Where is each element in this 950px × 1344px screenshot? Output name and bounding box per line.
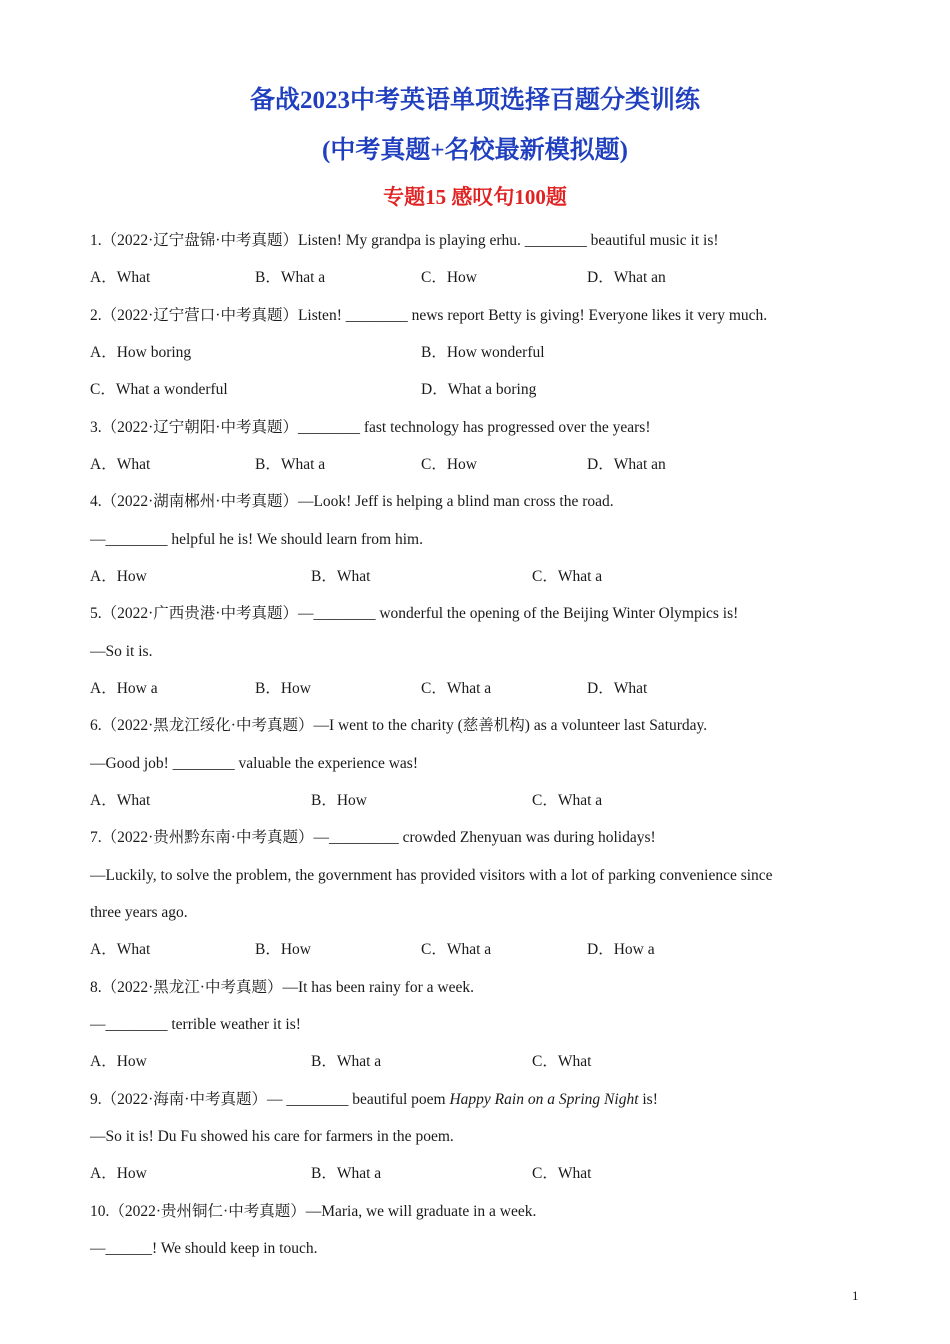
question-2-option-c: C．What a wonderful bbox=[90, 381, 228, 398]
question-6-line-2: —Good job! ________ valuable the experience was! bbox=[90, 755, 418, 772]
question-3-option-c: C．How bbox=[421, 456, 477, 473]
question-3-option-b: B．What a bbox=[255, 456, 326, 473]
question-2-option-d: D．What a boring bbox=[421, 381, 537, 398]
question-7-option-b: B．How bbox=[255, 941, 311, 958]
question-10-stem: 10.（2022·贵州铜仁·中考真题）—Maria, we will graduate in a week. bbox=[90, 1203, 537, 1220]
question-9-option-a: A．How bbox=[90, 1165, 147, 1182]
question-5-line-2: —So it is. bbox=[90, 643, 153, 660]
question-5-stem: 5.（2022·广西贵港·中考真题）—________ wonderful the opening of the Beijing Winter Olympics is! bbox=[90, 605, 739, 622]
question-4-option-a: A．How bbox=[90, 568, 147, 585]
question-2-option-a: A．How boring bbox=[90, 344, 192, 361]
question-6-option-c: C．What a bbox=[532, 792, 603, 809]
question-1-option-a: A．What bbox=[90, 269, 151, 286]
question-9-stem bbox=[90, 1090, 658, 1110]
topic-title: 专题15 感叹句100题 bbox=[383, 185, 567, 209]
question-1-option-b: B．What a bbox=[255, 269, 326, 286]
question-9-option-b: B．What a bbox=[311, 1165, 382, 1182]
page-number: 1 bbox=[852, 1288, 859, 1303]
question-5-option-a: A．How a bbox=[90, 680, 158, 697]
question-7-line-2: —Luckily, to solve the problem, the government has provided visitors with a lot of parking convenience since bbox=[90, 867, 773, 884]
question-10-line-2: —______! We should keep in touch. bbox=[90, 1240, 318, 1257]
question-4-stem: 4.（2022·湖南郴州·中考真题）—Look! Jeff is helping a blind man cross the road. bbox=[90, 493, 614, 510]
question-7-option-a: A．What bbox=[90, 941, 151, 958]
question-5-option-d: D．What bbox=[587, 680, 648, 697]
question-1-option-d: D．What an bbox=[587, 269, 666, 286]
question-8-option-c: C．What bbox=[532, 1053, 592, 1070]
question-6-option-b: B．How bbox=[311, 792, 367, 809]
poem-title: Happy Rain on a Spring Night bbox=[449, 1091, 639, 1108]
question-9-line-2: —So it is! Du Fu showed his care for farmers in the poem. bbox=[90, 1128, 454, 1145]
question-1-option-c: C．How bbox=[421, 269, 477, 286]
question-9-option-c: C．What bbox=[532, 1165, 592, 1182]
question-8-stem: 8.（2022·黑龙江·中考真题）—It has been rainy for a week. bbox=[90, 979, 474, 996]
question-8-option-a: A．How bbox=[90, 1053, 147, 1070]
question-3-option-a: A．What bbox=[90, 456, 151, 473]
question-5-option-b: B．How bbox=[255, 680, 311, 697]
question-7-line-3: three years ago. bbox=[90, 904, 188, 921]
question-1-stem: 1.（2022·辽宁盘锦·中考真题）Listen! My grandpa is playing erhu. ________ beautiful music it is! bbox=[90, 232, 719, 249]
question-7-option-d: D．How a bbox=[587, 941, 655, 958]
question-4-line-2: —________ helpful he is! We should learn from him. bbox=[90, 531, 423, 548]
question-7-option-c: C．What a bbox=[421, 941, 492, 958]
question-5-option-c: C．What a bbox=[421, 680, 492, 697]
question-8-option-b: B．What a bbox=[311, 1053, 382, 1070]
question-9-stem-end: is! bbox=[638, 1091, 658, 1108]
question-3-option-d: D．What an bbox=[587, 456, 666, 473]
question-6-option-a: A．What bbox=[90, 792, 151, 809]
question-8-line-2: —________ terrible weather it is! bbox=[90, 1016, 301, 1033]
question-3-stem: 3.（2022·辽宁朝阳·中考真题）________ fast technology has progressed over the years! bbox=[90, 419, 651, 436]
question-6-stem: 6.（2022·黑龙江绥化·中考真题）—I went to the charity (慈善机构) as a volunteer last Saturday. bbox=[90, 717, 708, 734]
question-4-option-b: B．What bbox=[311, 568, 371, 585]
question-2-option-b: B．How wonderful bbox=[421, 344, 545, 361]
document-subtitle: (中考真题+名校最新模拟题) bbox=[322, 137, 628, 164]
document-title: 备战2023中考英语单项选择百题分类训练 bbox=[249, 87, 700, 114]
question-9-stem-text: 9.（2022·海南·中考真题）— ________ beautiful poem bbox=[90, 1091, 450, 1108]
question-2-stem: 2.（2022·辽宁营口·中考真题）Listen! ________ news report Betty is giving! Everyone likes it very much. bbox=[90, 307, 768, 324]
question-4-option-c: C．What a bbox=[532, 568, 603, 585]
question-7-stem: 7.（2022·贵州黔东南·中考真题）—_________ crowded Zhenyuan was during holidays! bbox=[90, 829, 656, 846]
